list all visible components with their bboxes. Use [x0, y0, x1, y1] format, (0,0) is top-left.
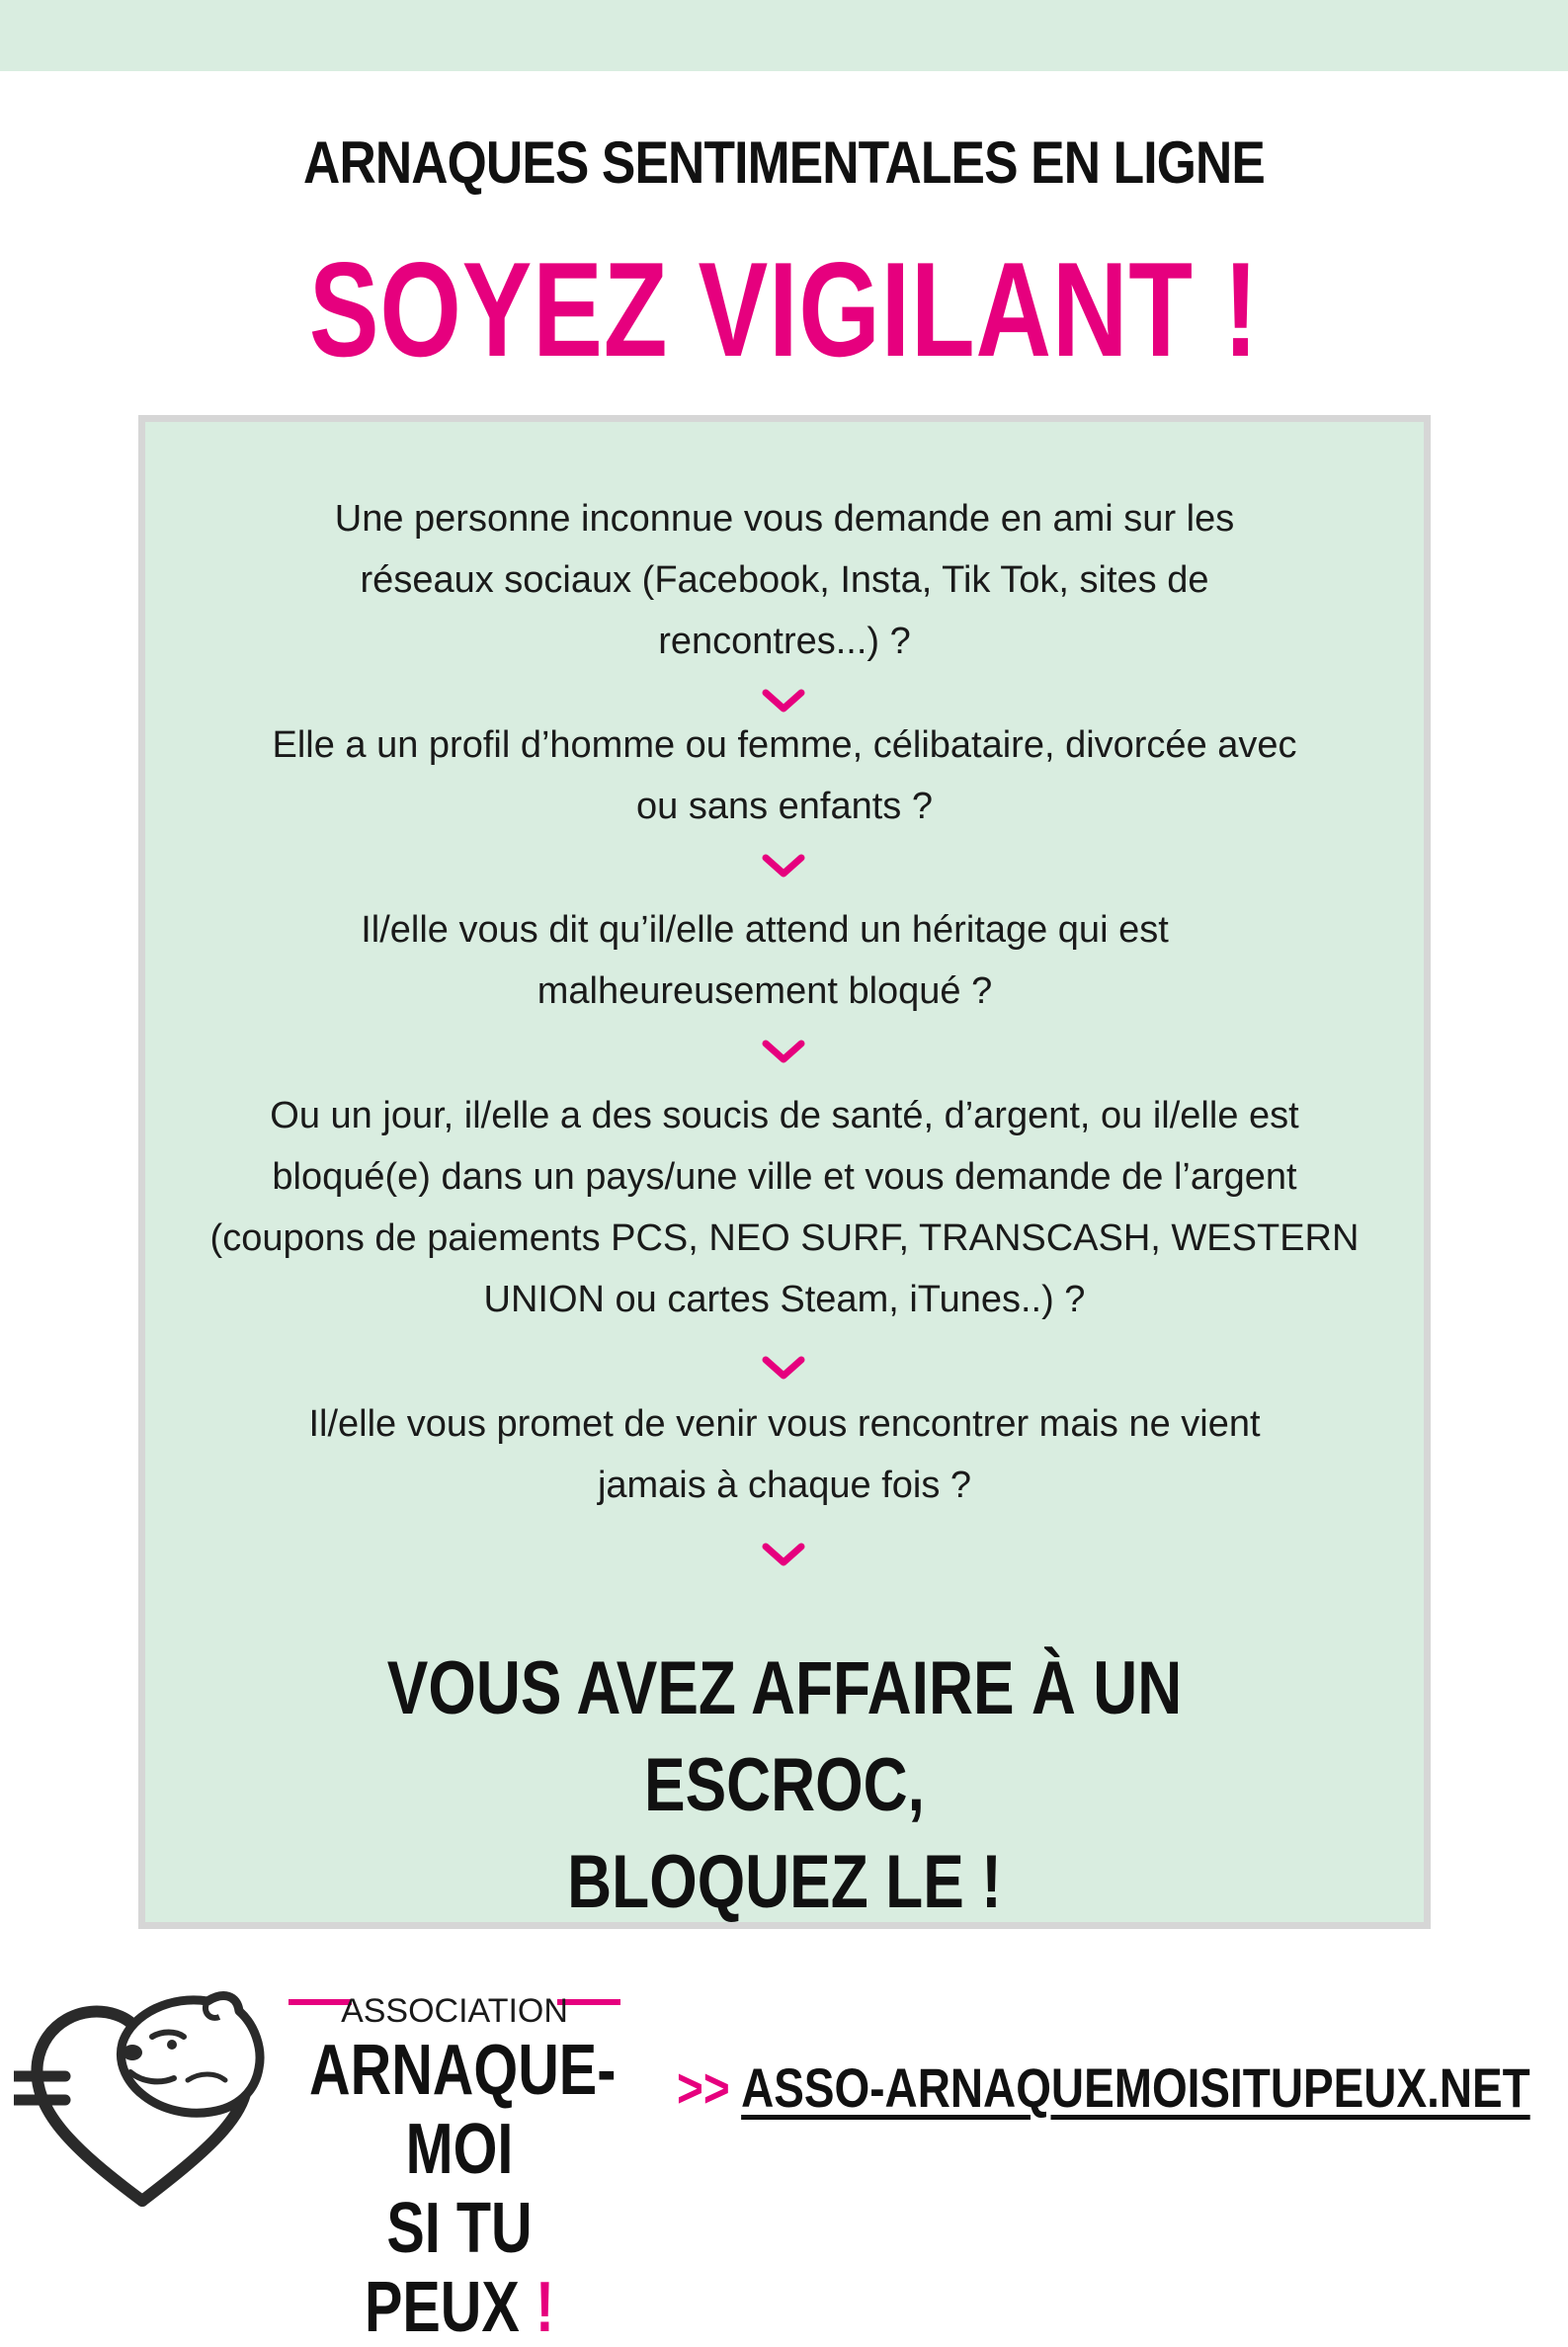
step-1-line-2: réseaux sociaux (Facebook, Insta, Tik Tok, sites de [360, 559, 1209, 601]
verdict-line-1: VOUS AVEZ AFFAIRE À UN ESCROC, [386, 1646, 1183, 1827]
chevron-down-icon [762, 854, 805, 880]
association-brand [309, 2031, 617, 2347]
website-link-row [677, 2054, 1530, 2123]
step-3-line-2: malheureusement bloqué ? [536, 970, 993, 1012]
step-5-line-1: Il/elle vous promet de venir vous rencontrer mais ne vient [308, 1403, 1261, 1445]
bear-heart-euro-logo [14, 1981, 271, 2209]
page-subtitle: ARNAQUES SENTIMENTALES EN LIGNE [303, 129, 1265, 196]
step-4-line-4: UNION ou cartes Steam, iTunes..) ? [483, 1279, 1086, 1320]
chevron-down-icon [762, 1543, 805, 1568]
step-2 [168, 714, 1401, 837]
step-1 [168, 488, 1401, 672]
chevron-down-icon [762, 1040, 805, 1065]
brand-line-1: ARNAQUE-MOI [309, 2031, 617, 2189]
step-2-line-2: ou sans enfants ? [636, 786, 933, 827]
step-4-line-3: (coupons de paiements PCS, NEO SURF, TRANSCASH, WESTERN [209, 1217, 1360, 1259]
link-arrows-icon: >> [677, 2056, 730, 2119]
step-3-line-1: Il/elle vous dit qu’il/elle attend un héritage qui est [361, 909, 1169, 951]
page-headline: SOYEZ VIGILANT ! [308, 234, 1260, 384]
verdict-line-2: BLOQUEZ LE ! [567, 1840, 1002, 1924]
chevron-down-icon [762, 1356, 805, 1382]
step-4-line-1: Ou un jour, il/elle a des soucis de santé, d’argent, ou il/elle est [270, 1095, 1299, 1136]
association-label: ASSOCIATION [341, 1992, 568, 2030]
website-link[interactable]: ASSO-ARNAQUEMOISITUPEUX.NET [741, 2056, 1530, 2119]
top-band [0, 0, 1568, 71]
step-5-line-2: jamais à chaque fois ? [597, 1465, 972, 1506]
step-5 [168, 1393, 1401, 1516]
brand-line-2 [309, 2189, 610, 2347]
step-4-line-2: bloqué(e) dans un pays/une ville et vous demande de l’argent [272, 1156, 1297, 1198]
brand-exclamation: ! [535, 2268, 555, 2347]
step-1-line-3: rencontres...) ? [658, 621, 911, 662]
step-4 [168, 1085, 1401, 1330]
verdict [255, 1640, 1315, 1931]
step-1-line-1: Une personne inconnue vous demande en ami sur les [334, 498, 1235, 540]
chevron-down-icon [762, 689, 805, 714]
step-3 [148, 899, 1381, 1022]
brand-line-2-text: SI TU PEUX [364, 2189, 533, 2347]
step-2-line-1: Elle a un profil d’homme ou femme, célibataire, divorcée avec [272, 724, 1297, 766]
